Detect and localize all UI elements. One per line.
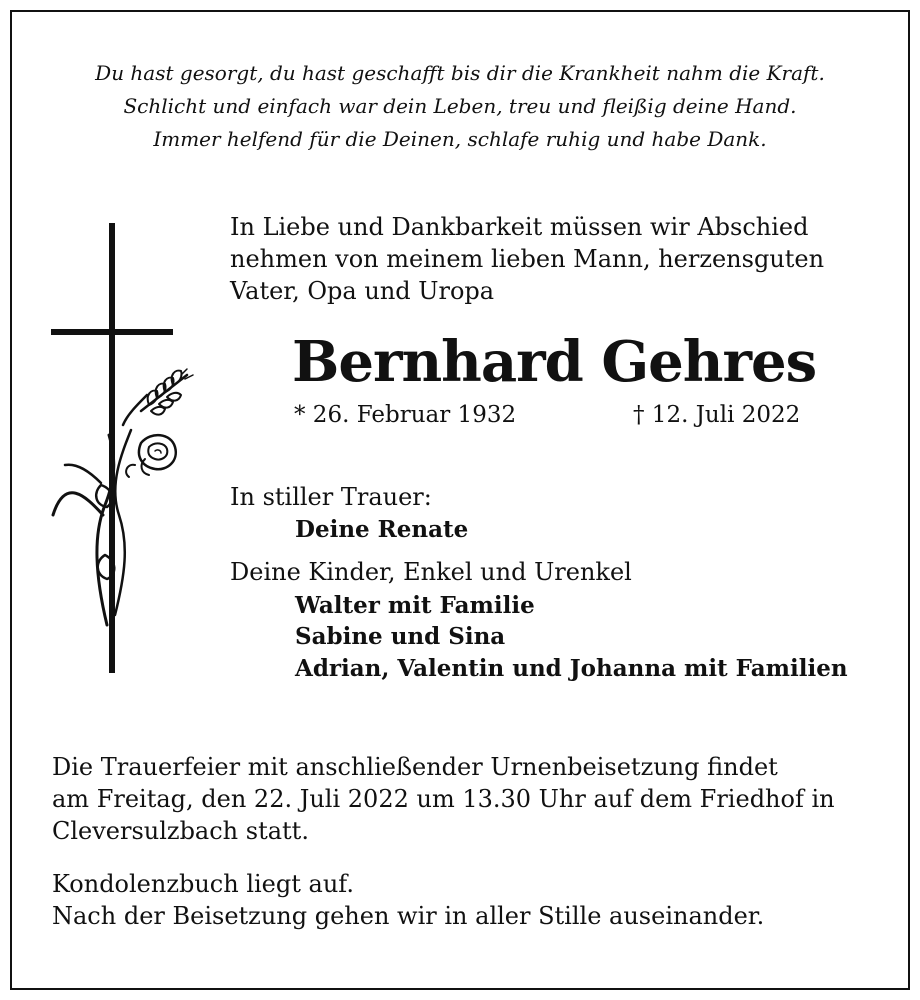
intro-line-3: Vater, Opa und Uropa (230, 277, 495, 305)
intro-line-2: nehmen von meinem lieben Mann, herzensguten (230, 245, 825, 273)
ceremony-line-3: Cleversulzbach statt. (52, 817, 309, 845)
intro-line-1: In Liebe und Dankbarkeit müssen wir Abschied (230, 213, 809, 241)
ceremony-line-1: Die Trauerfeier mit anschließender Urnenbeisetzung findet (52, 753, 778, 781)
family-member: Sabine und Sina (295, 623, 506, 650)
birth-date: * 26. Februar 1932 (294, 402, 517, 428)
poem-line-3: Immer helfend für die Deinen, schlafe ruhig und habe Dank. (153, 127, 767, 151)
condolence-book-note: Kondolenzbuch liegt auf. (52, 870, 354, 898)
poem-line-1: Du hast gesorgt, du hast geschafft bis dir die Krankheit nahm die Kraft. (95, 61, 825, 85)
ceremony-line-2: am Freitag, den 22. Juli 2022 um 13.30 Uhr auf dem Friedhof in (52, 785, 835, 813)
farewell-note: Nach der Beisetzung gehen wir in aller Stille auseinander. (52, 902, 765, 930)
cross-with-wheat-and-rose-icon (45, 215, 195, 685)
family-member: Walter mit Familie (295, 592, 535, 619)
intro-text (230, 211, 824, 307)
family-member: Adrian, Valentin und Johanna mit Familien (295, 655, 848, 682)
deceased-name: Bernhard Gehres (292, 329, 817, 395)
ceremony-notice (52, 751, 835, 847)
memorial-poem (0, 57, 920, 156)
death-date: † 12. Juli 2022 (633, 402, 801, 428)
mourners-heading: In stiller Trauer: (230, 483, 432, 511)
closing-notes (52, 868, 764, 932)
poem-line-2: Schlicht und einfach war dein Leben, treu und fleißig deine Hand. (123, 94, 797, 118)
mourner-spouse: Deine Renate (295, 516, 469, 543)
family-heading: Deine Kinder, Enkel und Urenkel (230, 558, 632, 586)
